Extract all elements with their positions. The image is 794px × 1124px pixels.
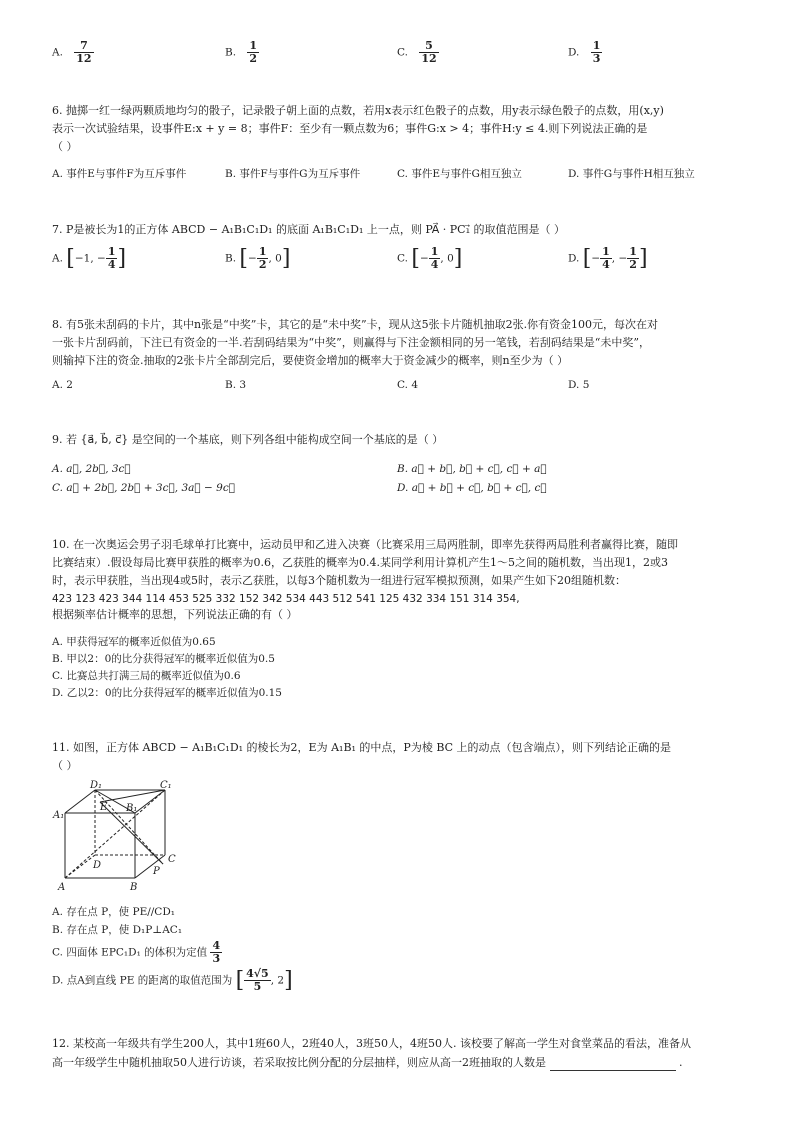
q10-option-c: C. 比赛总共打满三局的概率近似值为0.6 (52, 670, 241, 682)
q7-option-b: B. [− $\frac{1}{2}$ , 0] (225, 245, 291, 271)
q10-option-b: B. 甲以2：0的比分获得冠军的概率近似值为0.5 (52, 653, 275, 665)
label-a: A (58, 882, 66, 893)
q11-option-c: C. 四面体 EPC₁D₁ 的体积为定值 $\frac{4}{3}$ (52, 939, 221, 965)
fraction: $\frac{1}{2}$ (258, 245, 267, 271)
q9-stem: 9. 若 {a⃗, b⃗, c⃗} 是空间的一个基底，则下列各组中能构成空间一个基底的是（ ） (52, 433, 444, 446)
q9-option-d: D. a⃗ + b⃗ + c⃗, b⃗ + c⃗, c⃗ (397, 482, 547, 494)
q6-line-1: 6. 抛掷一红一绿两颗质地均匀的骰子，记录骰子朝上面的点数，若用x表示红色骰子的点数，用y表示绿色骰子的点数，用(x,y) (52, 104, 664, 117)
q8-option-a: A. 2 (52, 379, 73, 391)
q7-option-a: A. [−1, − $\frac{1}{4}$ ] (52, 245, 127, 271)
q10-random-numbers: 423 123 423 344 114 453 525 332 152 342 534 443 512 541 125 432 334 151 314 354, (52, 593, 520, 605)
label-c: C (168, 854, 176, 865)
q10-line-2: 比赛结束）.假设每局比赛甲获胜的概率为0.6，乙获胜的概率为0.4.某同学利用计算机产生1～5之间的随机数，当出现1，2或3 (52, 556, 668, 569)
q7-option-d: D. [− $\frac{1}{4}$ , − $\frac{1}{2}$ ] (568, 245, 648, 271)
q8-line-2: 一张卡片刮码前，下注已有资金的一半.若刮码结果为“中奖”，则赢得与下注金额相同的另一笔钱，若刮码结果是“未中奖”， (52, 336, 650, 349)
q11-option-d: D. 点A到直线 PE 的距离的取值范围为 [ $\frac{4√5}{5}$ , 2] (52, 967, 293, 993)
q5-option-c: C. $\frac{5}{12}$ (397, 39, 437, 65)
q6-option-d: D. 事件G与事件H相互独立 (568, 168, 695, 180)
label-p: P (153, 866, 160, 877)
fraction: $\frac{5}{12}$ (421, 39, 437, 65)
fraction: $\frac{1}{2}$ (629, 245, 637, 271)
q7-option-c: C. [− $\frac{1}{4}$ , 0] (397, 245, 463, 271)
q12-line-1: 12. 某校高一年级共有学生200人，其中1班60人，2班40人，3班50人，4班50人. 该校要了解高一学生对食堂菜品的看法，准备从 (52, 1037, 691, 1050)
q9-option-a: A. a⃗, 2b⃗, 3c⃗ (52, 463, 131, 475)
fraction: $\frac{1}{4}$ (107, 245, 116, 271)
q11-line-2: （ ） (52, 759, 78, 772)
label-d: D (93, 860, 102, 871)
q10-line-3: 时，表示甲获胜，当出现4或5时，表示乙获胜，以每3个随机数为一组进行冠军模拟预测，如果产生如下20组随机数： (52, 574, 626, 587)
q10-line-1: 10. 在一次奥运会男子羽毛球单打比赛中，运动员甲和乙进入决赛（比赛采用三局两胜制，即率先获得两局胜利者赢得比赛，随即 (52, 538, 678, 551)
q6-option-a: A. 事件E与事件F为互斥事件 (52, 168, 187, 180)
q11-option-a: A. 存在点 P，使 PE//CD₁ (52, 906, 175, 918)
label-d1: D₁ (90, 780, 103, 791)
label-a1: A₁ (53, 810, 65, 821)
q5-option-a: A. $\frac{7}{12}$ (52, 39, 92, 65)
q10-line-5: 根据频率估计概率的思想，下列说法正确的有（ ） (52, 608, 298, 621)
answer-blank[interactable] (550, 1060, 676, 1071)
q8-line-1: 8. 有5张未刮码的卡片，其中n张是“中奖”卡，其它的是“未中奖”卡，现从这5张卡片随机抽取2张.你有资金100元，每次在对 (52, 318, 659, 331)
q10-option-d: D. 乙以2：0的比分获得冠军的概率近似值为0.15 (52, 687, 282, 699)
q8-option-c: C. 4 (397, 379, 419, 391)
label-b1: B₁ (126, 803, 138, 814)
label-e: E (100, 802, 108, 813)
q6-line-3: （ ） (52, 140, 78, 153)
fraction: $\frac{7}{12}$ (76, 39, 92, 65)
q6-option-c: C. 事件E与事件G相互独立 (397, 168, 522, 180)
fraction: $\frac{1}{2}$ (249, 39, 258, 65)
q6-option-b: B. 事件F与事件G为互斥事件 (225, 168, 361, 180)
q11-option-b: B. 存在点 P，使 D₁P⊥AC₁ (52, 924, 183, 936)
q7-stem: 7. P是被长为1的正方体 ABCD − A₁B₁C₁D₁ 的底面 A₁B₁C₁D₁ 上一点，则 PA⃗ · PC₁⃗ 的取值范围是（ ） (52, 223, 565, 236)
label-b: B (130, 882, 138, 893)
q5-option-d: D. $\frac{1}{3}$ (568, 39, 601, 65)
fraction: $\frac{1}{3}$ (592, 39, 601, 65)
fraction: $\frac{4}{3}$ (212, 939, 221, 965)
q11-line-1: 11. 如图，正方体 ABCD − A₁B₁C₁D₁ 的棱长为2，E为 A₁B₁ 的中点，P为棱 BC 上的动点（包含端点），则下列结论正确的是 (52, 741, 672, 754)
q9-option-b: B. a⃗ + b⃗, b⃗ + c⃗, c⃗ + a⃗ (397, 463, 547, 475)
q8-option-d: D. 5 (568, 379, 590, 391)
fraction: $\frac{4√5}{5}$ (246, 967, 269, 993)
label-c1: C₁ (160, 780, 172, 791)
q5-option-b: B. $\frac{1}{2}$ (225, 39, 258, 65)
q9-option-c: C. a⃗ + 2b⃗, 2b⃗ + 3c⃗, 3a⃗ − 9c⃗ (52, 482, 236, 494)
q8-option-b: B. 3 (225, 379, 247, 391)
q6-line-2: 表示一次试验结果，设事件E:x + y = 8；事件F：至少有一颗点数为6；事件G:x > 4；事件H:y ≤ 4.则下列说法正确的是 (52, 122, 648, 135)
fraction: $\frac{1}{4}$ (430, 245, 439, 271)
fraction: $\frac{1}{4}$ (602, 245, 610, 271)
q8-line-3: 则输掉下注的资金.抽取的2张卡片全部刮完后，要使资金增加的概率大于资金减少的概率，则n至少为（ ） (52, 354, 569, 367)
cube-figure (50, 778, 190, 898)
q10-option-a: A. 甲获得冠军的概率近似值为0.65 (52, 636, 216, 648)
q12-line-2: 高一年级学生中随机抽取50人进行访谈，若采取按比例分配的分层抽样，则应从高一2班抽取的人数是 . (52, 1056, 683, 1069)
